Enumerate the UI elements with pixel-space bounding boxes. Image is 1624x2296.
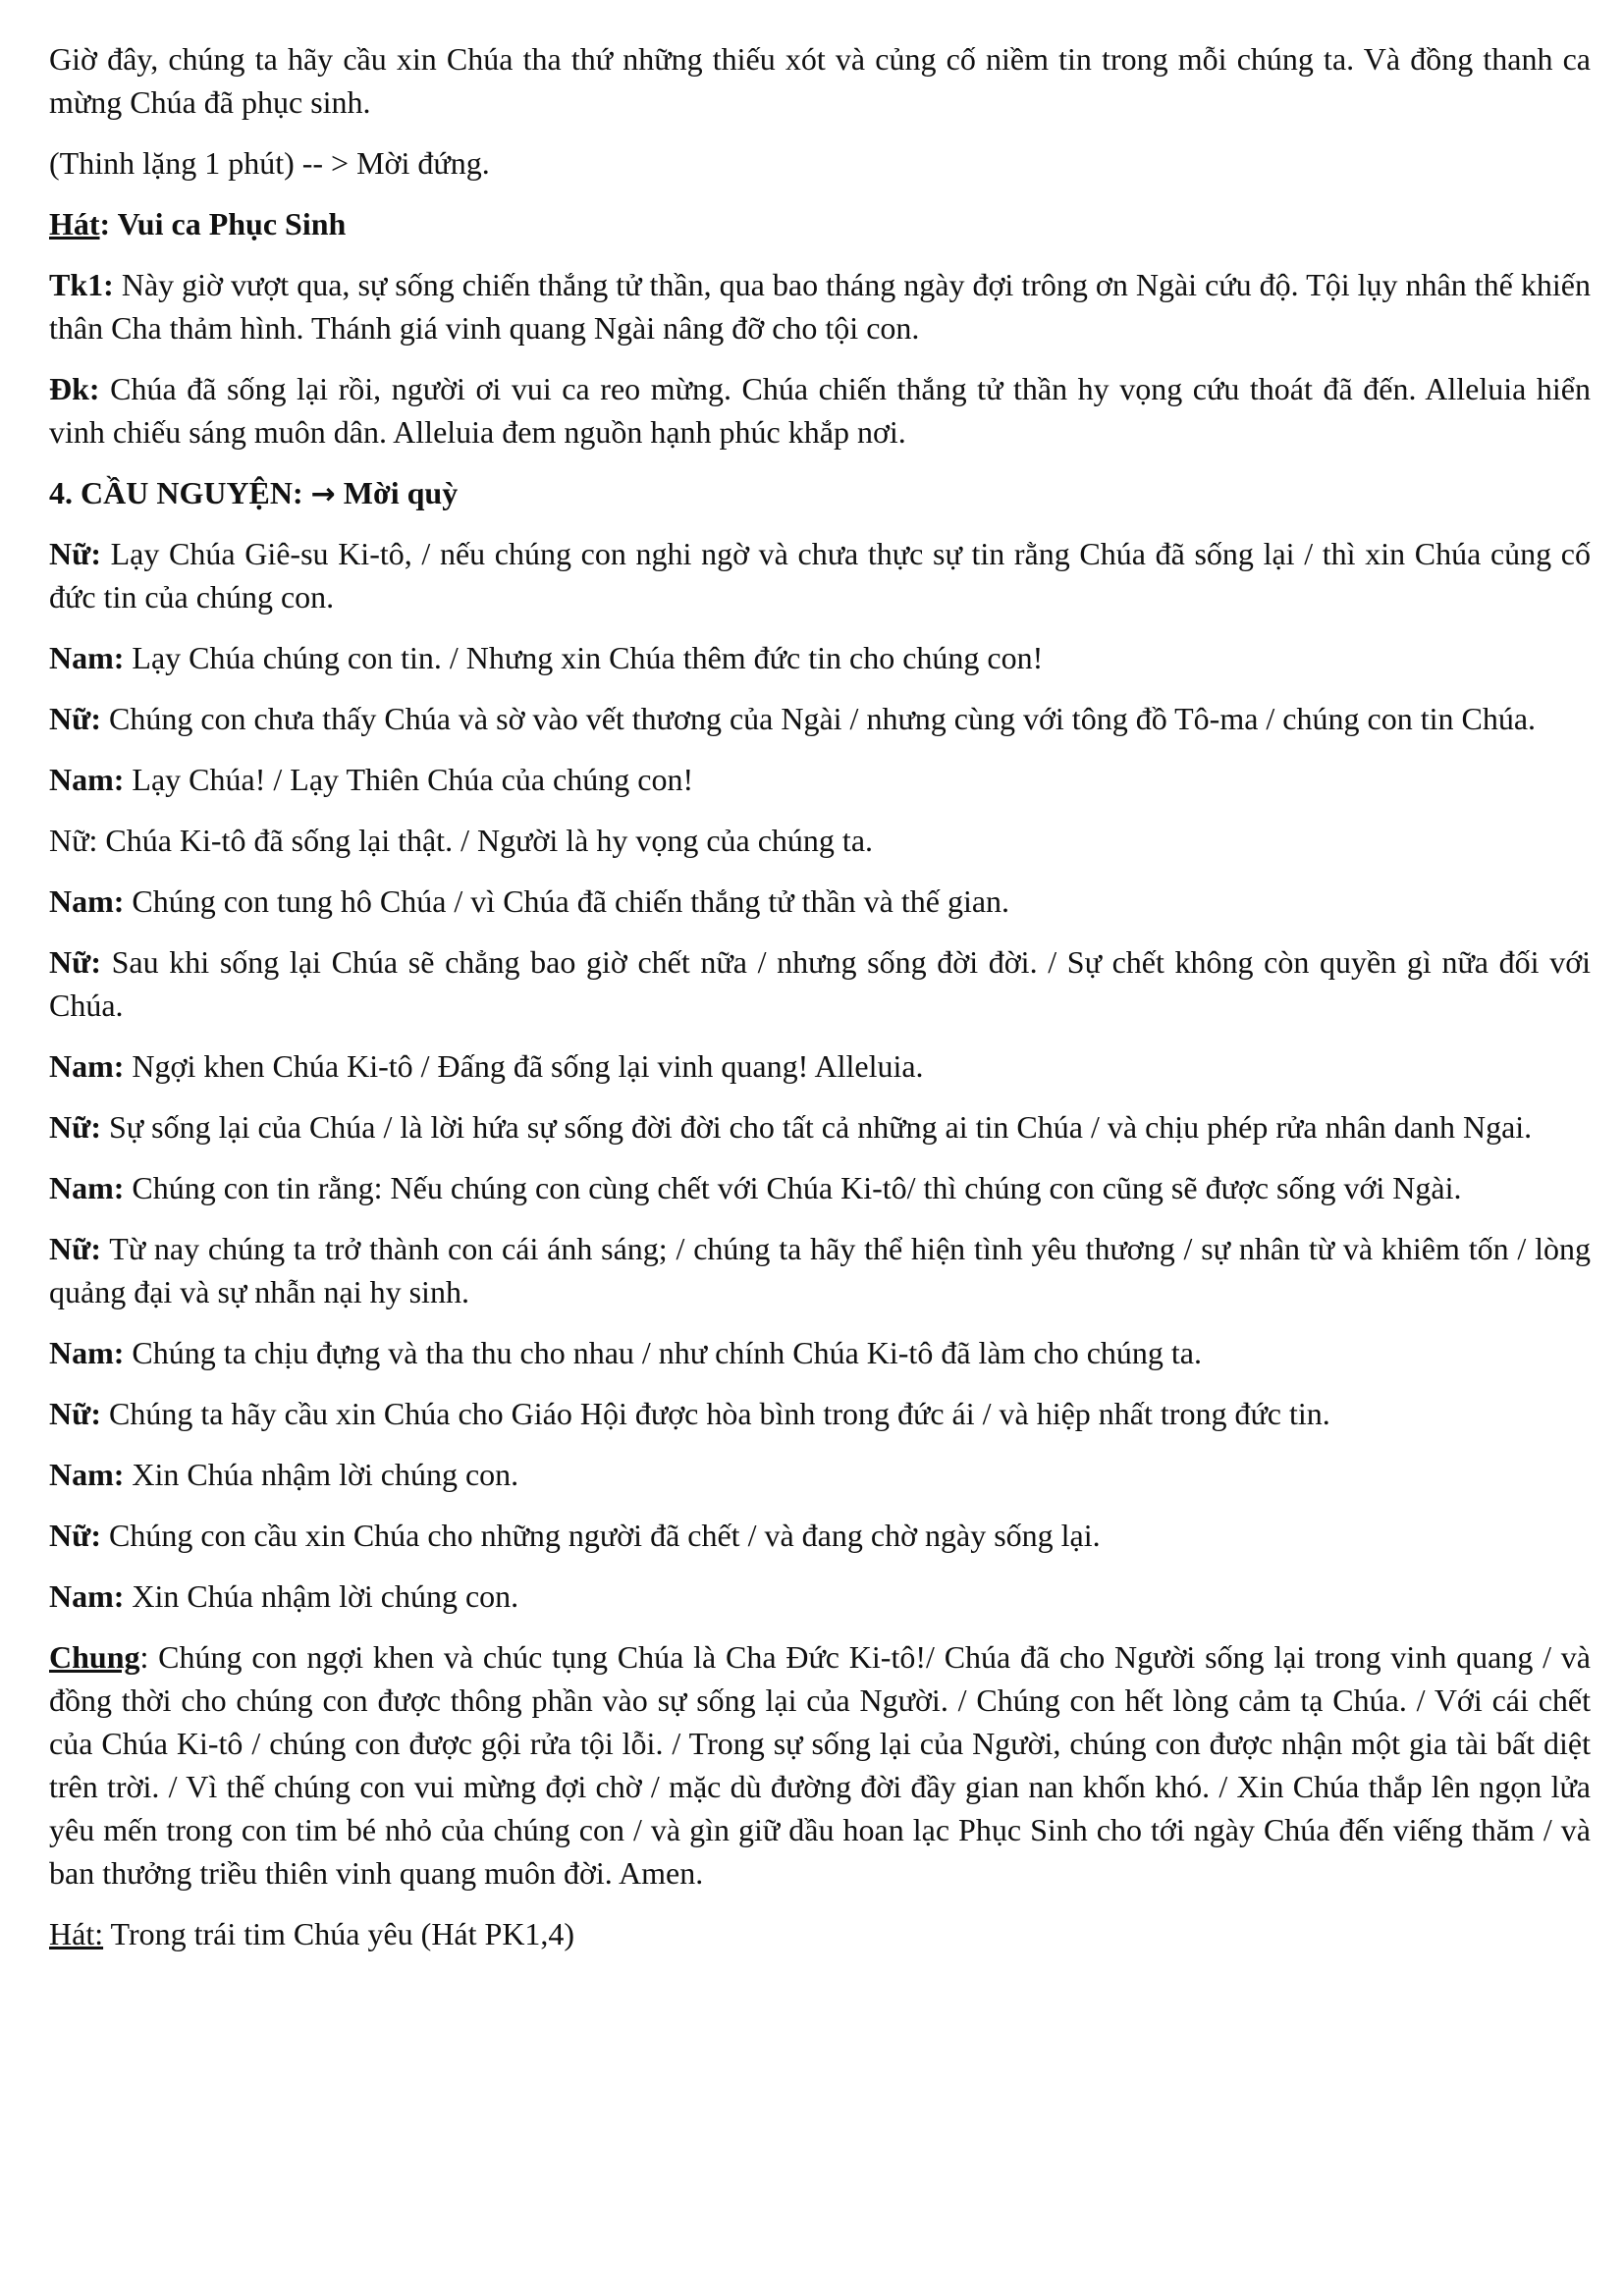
speaker-label: Nữ: — [49, 701, 101, 736]
section-instruction: Mời quỳ — [335, 475, 459, 510]
prayer-line — [49, 1514, 1591, 1557]
speaker-label: Nam: — [49, 1457, 125, 1492]
prayer-line — [49, 1575, 1591, 1618]
speaker-label: Nữ: — [49, 944, 101, 980]
prayer-text: Chúng con cầu xin Chúa cho những người đã chết / và đang chờ ngày sống lại. — [100, 1518, 1101, 1553]
prayer-line — [49, 1392, 1591, 1435]
speaker-label: Nam: — [49, 1335, 125, 1370]
prayer-text: Lạy Chúa Giê-su Ki-tô, / nếu chúng con nghi ngờ và chưa thực sự tin rằng Chúa đã sống lại / thì xin Chúa củng cố đức tin của chúng con. — [49, 536, 1591, 614]
prayer-text: Lạy Chúa chúng con tin. / Nhưng xin Chúa thêm đức tin cho chúng con! — [124, 640, 1044, 675]
chorus-label: Đk: — [49, 371, 100, 406]
prayer-text: Xin Chúa nhậm lời chúng con. — [124, 1457, 519, 1492]
speaker-label: Nữ: — [49, 1396, 101, 1431]
speaker-label: Nam: — [49, 640, 125, 675]
prayer-text: Chúng ta hãy cầu xin Chúa cho Giáo Hội được hòa bình trong đức ái / và hiệp nhất trong đức tin. — [100, 1396, 1330, 1431]
speaker-label: Nữ: — [49, 1109, 101, 1145]
prayer-text: Chúng con tung hô Chúa / vì Chúa đã chiến thắng tử thần và thế gian. — [124, 883, 1010, 919]
prayer-text: Sau khi sống lại Chúa sẽ chẳng bao giờ chết nữa / nhưng sống đời đời. / Sự chết không còn quyền gì nữa đối với Chúa. — [49, 944, 1591, 1023]
section-title: 4. CẦU NGUYỆN: — [49, 475, 311, 510]
chorus-paragraph — [49, 367, 1591, 454]
prayer-line — [49, 636, 1591, 679]
song-label: Hát — [49, 206, 100, 241]
prayer-text: Chúa Ki-tô đã sống lại thật. / Người là hy vọng của chúng ta. — [97, 823, 874, 858]
speaker-label: Nam: — [49, 1578, 125, 1614]
prayer-line — [49, 697, 1591, 740]
prayer-text: Sự sống lại của Chúa / là lời hứa sự sống đời đời cho tất cả những ai tin Chúa / và chịu phép rửa nhân danh Ngai. — [100, 1109, 1533, 1145]
prayer-text: Chúng con chưa thấy Chúa và sờ vào vết thương của Ngài / nhưng cùng với tông đồ Tô-ma / chúng con tin Chúa. — [100, 701, 1537, 736]
prayer-text: Lạy Chúa! / Lạy Thiên Chúa của chúng con! — [124, 762, 694, 797]
document-page — [49, 37, 1591, 1973]
prayer-line — [49, 532, 1591, 618]
song-heading — [49, 202, 1591, 245]
prayer-line — [49, 940, 1591, 1027]
prayer-text: Chúng con tin rằng: Nếu chúng con cùng chết với Chúa Ki-tô/ thì chúng con cũng sẽ được sống với Ngài. — [124, 1170, 1462, 1205]
verse-label: Tk1: — [49, 267, 114, 302]
speaker-label: Nam: — [49, 1170, 125, 1205]
prayer-line — [49, 1331, 1591, 1374]
speaker-label: Nam: — [49, 883, 125, 919]
closing-song — [49, 1912, 1591, 1955]
arrow-right-icon: → — [310, 477, 336, 511]
common-label: Chung — [49, 1639, 140, 1675]
prayer-text: Xin Chúa nhậm lời chúng con. — [124, 1578, 519, 1614]
prayer-text: Ngợi khen Chúa Ki-tô / Đấng đã sống lại vinh quang! Alleluia. — [124, 1048, 924, 1084]
prayer-line — [49, 1453, 1591, 1496]
speaker-label: Nữ: — [49, 1231, 101, 1266]
prayer-line — [49, 1044, 1591, 1088]
chorus-text: Chúa đã sống lại rồi, người ơi vui ca reo mừng. Chúa chiến thắng tử thần hy vọng cứu thoát đã đến. Alleluia hiển vinh chiếu sáng muôn dân. Alleluia đem nguồn hạnh phúc khắp nơi. — [49, 371, 1591, 450]
prayer-line — [49, 880, 1591, 923]
common-prayer — [49, 1635, 1591, 1895]
speaker-label: Nữ: — [49, 536, 101, 571]
song-title: : Vui ca Phục Sinh — [99, 206, 347, 241]
prayer-line — [49, 758, 1591, 801]
closing-song-label: Hát: — [49, 1916, 104, 1951]
prayer-line — [49, 1105, 1591, 1148]
speaker-label: Nam: — [49, 762, 125, 797]
speaker-label: Nữ: — [49, 823, 98, 858]
prayer-line — [49, 819, 1591, 862]
intro-paragraph: Giờ đây, chúng ta hãy cầu xin Chúa tha thứ những thiếu xót và củng cố niềm tin trong mỗi chúng ta. Và đồng thanh ca mừng Chúa đã phục sinh. — [49, 41, 1591, 120]
speaker-label: Nữ: — [49, 1518, 101, 1553]
prayer-text: Từ nay chúng ta trở thành con cái ánh sáng; / chúng ta hãy thể hiện tình yêu thương / sự nhân từ và khiêm tốn / lòng quảng đại và sự nhẫn nại hy sinh. — [49, 1231, 1591, 1309]
silence-instruction: (Thinh lặng 1 phút) -- > Mời đứng. — [49, 145, 490, 181]
verse-text: Này giờ vượt qua, sự sống chiến thắng tử thần, qua bao tháng ngày đợi trông ơn Ngài cứu độ. Tội lụy nhân thế khiến thân Cha thảm hình. Thánh giá vinh quang Ngài nâng đỡ cho tội con. — [49, 267, 1591, 346]
common-text: : Chúng con ngợi khen và chúc tụng Chúa là Cha Đức Ki-tô!/ Chúa đã cho Người sống lại trong vinh quang / và đồng thời cho chúng con được thông phần vào sự sống lại của Người. / Chúng con hết lòng cảm tạ Chúa. / Với cái chết của Chúa Ki-tô / chúng con được gội rửa tội lỗi. / Trong sự sống lại của Người, chúng con được nhận một gia tài bất diệt trên trời. / Vì thế chúng con vui mừng đợi chờ / mặc dù đường đời đầy gian nan khốn khó. / Xin Chúa thắp lên ngọn lửa yêu mến trong con tim bé nhỏ của chúng con / và gìn giữ dầu hoan lạc Phục Sinh cho tới ngày Chúa đến viếng thăm / và ban thưởng triều thiên vinh quang muôn đời. Amen. — [49, 1639, 1591, 1891]
prayer-line — [49, 1227, 1591, 1313]
prayer-line — [49, 1166, 1591, 1209]
verse-paragraph — [49, 263, 1591, 349]
section-heading — [49, 471, 1591, 516]
closing-song-title: Trong trái tim Chúa yêu (Hát PK1,4) — [103, 1916, 575, 1951]
speaker-label: Nam: — [49, 1048, 125, 1084]
prayer-text: Chúng ta chịu đựng và tha thu cho nhau / như chính Chúa Ki-tô đã làm cho chúng ta. — [124, 1335, 1202, 1370]
